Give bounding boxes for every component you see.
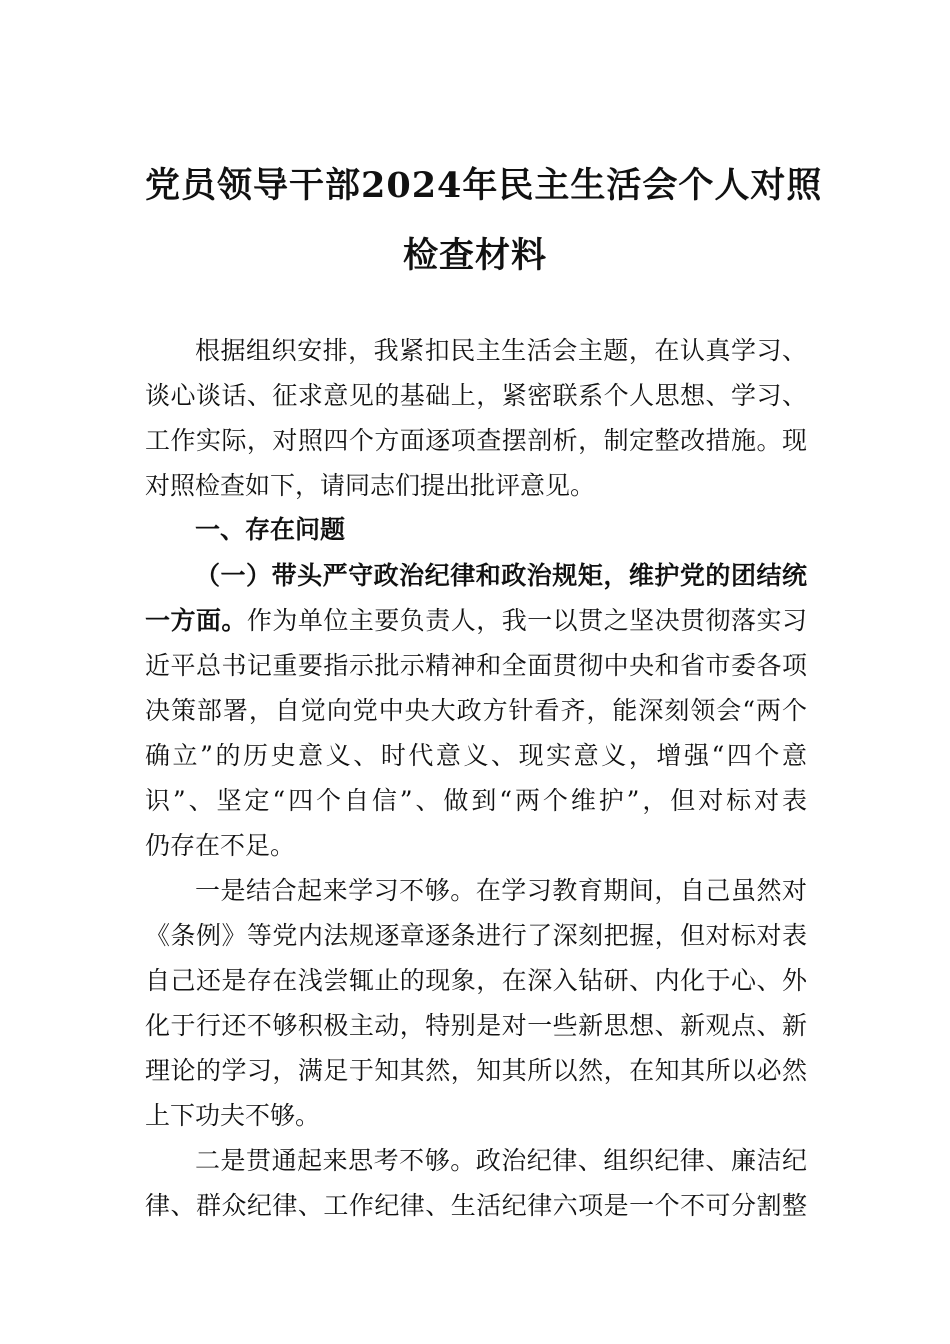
intro-line-2: 谈心谈话、征求意见的基础上，紧密联系个人思想、学习、 [145,381,807,410]
point1-line-5: 理论的学习，满足于知其然，知其所以然，在知其所以必然 [145,1056,807,1085]
document-title-line-2: 检查材料 [402,235,547,276]
intro-line-3: 工作实际，对照四个方面逐项查摆剖析，制定整改措施。现 [145,426,807,455]
subsection-line-6: 识”、坚定“四个自信”、做到“两个维护”，但对标对表 [145,786,807,815]
point2-line-1: 二是贯通起来思考不够。政治纪律、组织纪律、廉洁纪 [195,1146,807,1175]
subsection-line-2-text: 作为单位主要负责人，我一以贯之坚决贯彻落实习 [246,606,807,635]
point1-line-1: 一是结合起来学习不够。在学习教育期间，自己虽然对 [195,876,807,905]
point2-line-2: 律、群众纪律、工作纪律、生活纪律六项是一个不可分割整 [145,1191,807,1220]
subsection-line-4: 决策部署，自觉向党中央大政方针看齐，能深刻领会“两个 [145,696,807,725]
point1-line-3: 自己还是存在浅尝辄止的现象，在深入钻研、内化于心、外 [145,966,807,995]
intro-line-4: 对照检查如下，请同志们提出批评意见。 [145,471,596,500]
subsection-line-7: 仍存在不足。 [145,831,296,860]
point1-line-6: 上下功夫不够。 [145,1101,321,1130]
section-heading: 一、存在问题 [195,515,346,544]
document-title-line-1: 党员领导干部2024年民主生活会个人对照 [145,165,823,206]
point1-line-4: 化于行还不够积极主动，特别是对一些新思想、新观点、新 [145,1011,807,1040]
subsection-heading-end: 一方面。 [145,606,247,635]
subsection-line-5: 确立”的历史意义、时代意义、现实意义，增强“四个意 [145,741,807,770]
subsection-line-2 [145,606,807,636]
subsection-line-3: 近平总书记重要指示批示精神和全面贯彻中央和省市委各项 [145,651,807,680]
subsection-heading-line-1: （一）带头严守政治纪律和政治规矩，维护党的团结统 [195,561,807,590]
point1-line-2: 《条例》等党内法规逐章逐条进行了深刻把握，但对标对表 [145,921,807,950]
intro-line-1: 根据组织安排，我紧扣民主生活会主题，在认真学习、 [195,336,807,365]
